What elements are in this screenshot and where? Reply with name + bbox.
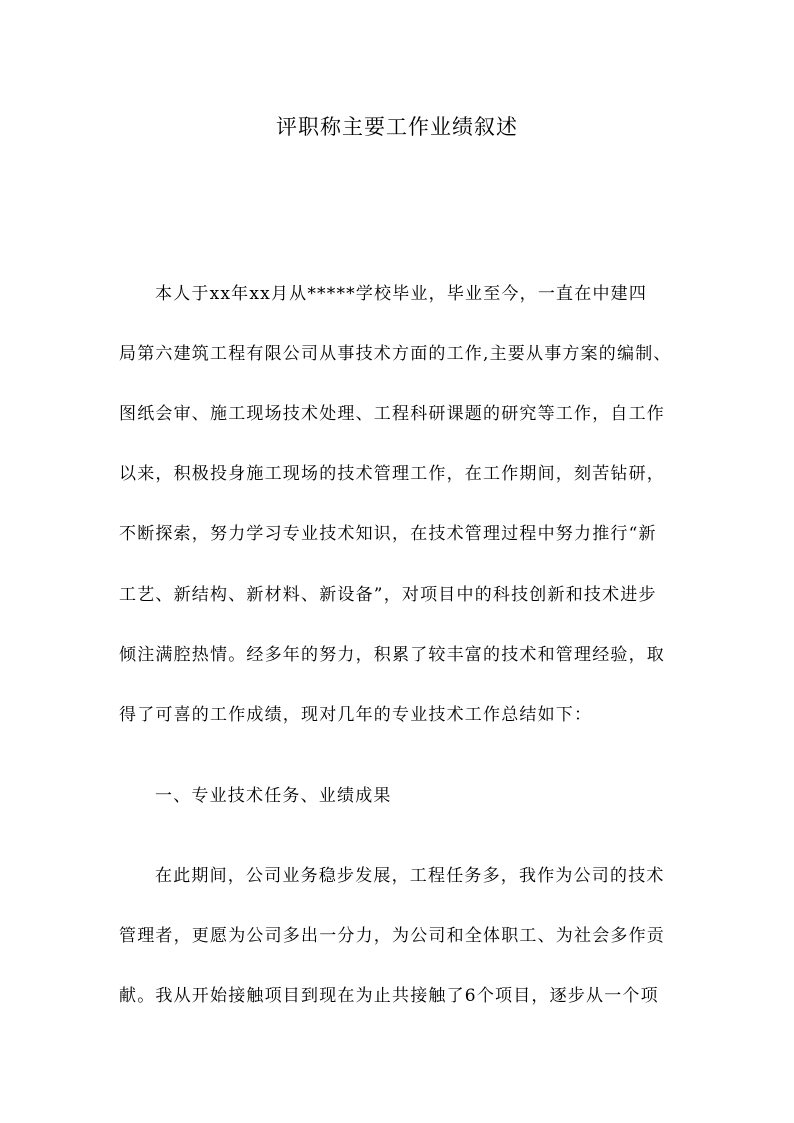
paragraph-line: 以来，积极投身施工现场的技术管理工作，在工作期间，刻苦钻研，: [119, 464, 665, 484]
paragraph-line: 献。我从开始接触项目到现在为止共接触了6个项目，逐步从一个项: [119, 986, 659, 1006]
paragraph-line: 在此期间，公司业务稳步发展，工程任务多，我作为公司的技术: [155, 866, 665, 886]
document-title: 评职称主要工作业绩叙述: [276, 115, 518, 139]
paragraph-line: 本人于xx年xx月从*****学校毕业，毕业至今，一直在中建四: [155, 284, 648, 304]
section-heading: 一、专业技术任务、业绩成果: [155, 786, 392, 806]
paragraph-line: 得了可喜的工作成绩，现对几年的专业技术工作总结如下：: [119, 705, 593, 725]
paragraph-line: 工艺、新结构、新材料、新设备”，对项目中的科技创新和技术进步: [119, 585, 657, 605]
paragraph-line: 管理者，更愿为公司多出一分力，为公司和全体职工、为社会多作贡: [119, 926, 665, 946]
paragraph-line: 不断探索，努力学习专业技术知识，在技术管理过程中努力推行“新: [119, 524, 657, 544]
paragraph-line: 倾注满腔热情。经多年的努力，积累了较丰富的技术和管理经验，取: [119, 645, 665, 665]
paragraph-line: 局第六建筑工程有限公司从事技术方面的工作,主要从事方案的编制、: [119, 344, 672, 364]
paragraph-line: 图纸会审、施工现场技术处理、工程科研课题的研究等工作，自工作: [119, 404, 665, 424]
